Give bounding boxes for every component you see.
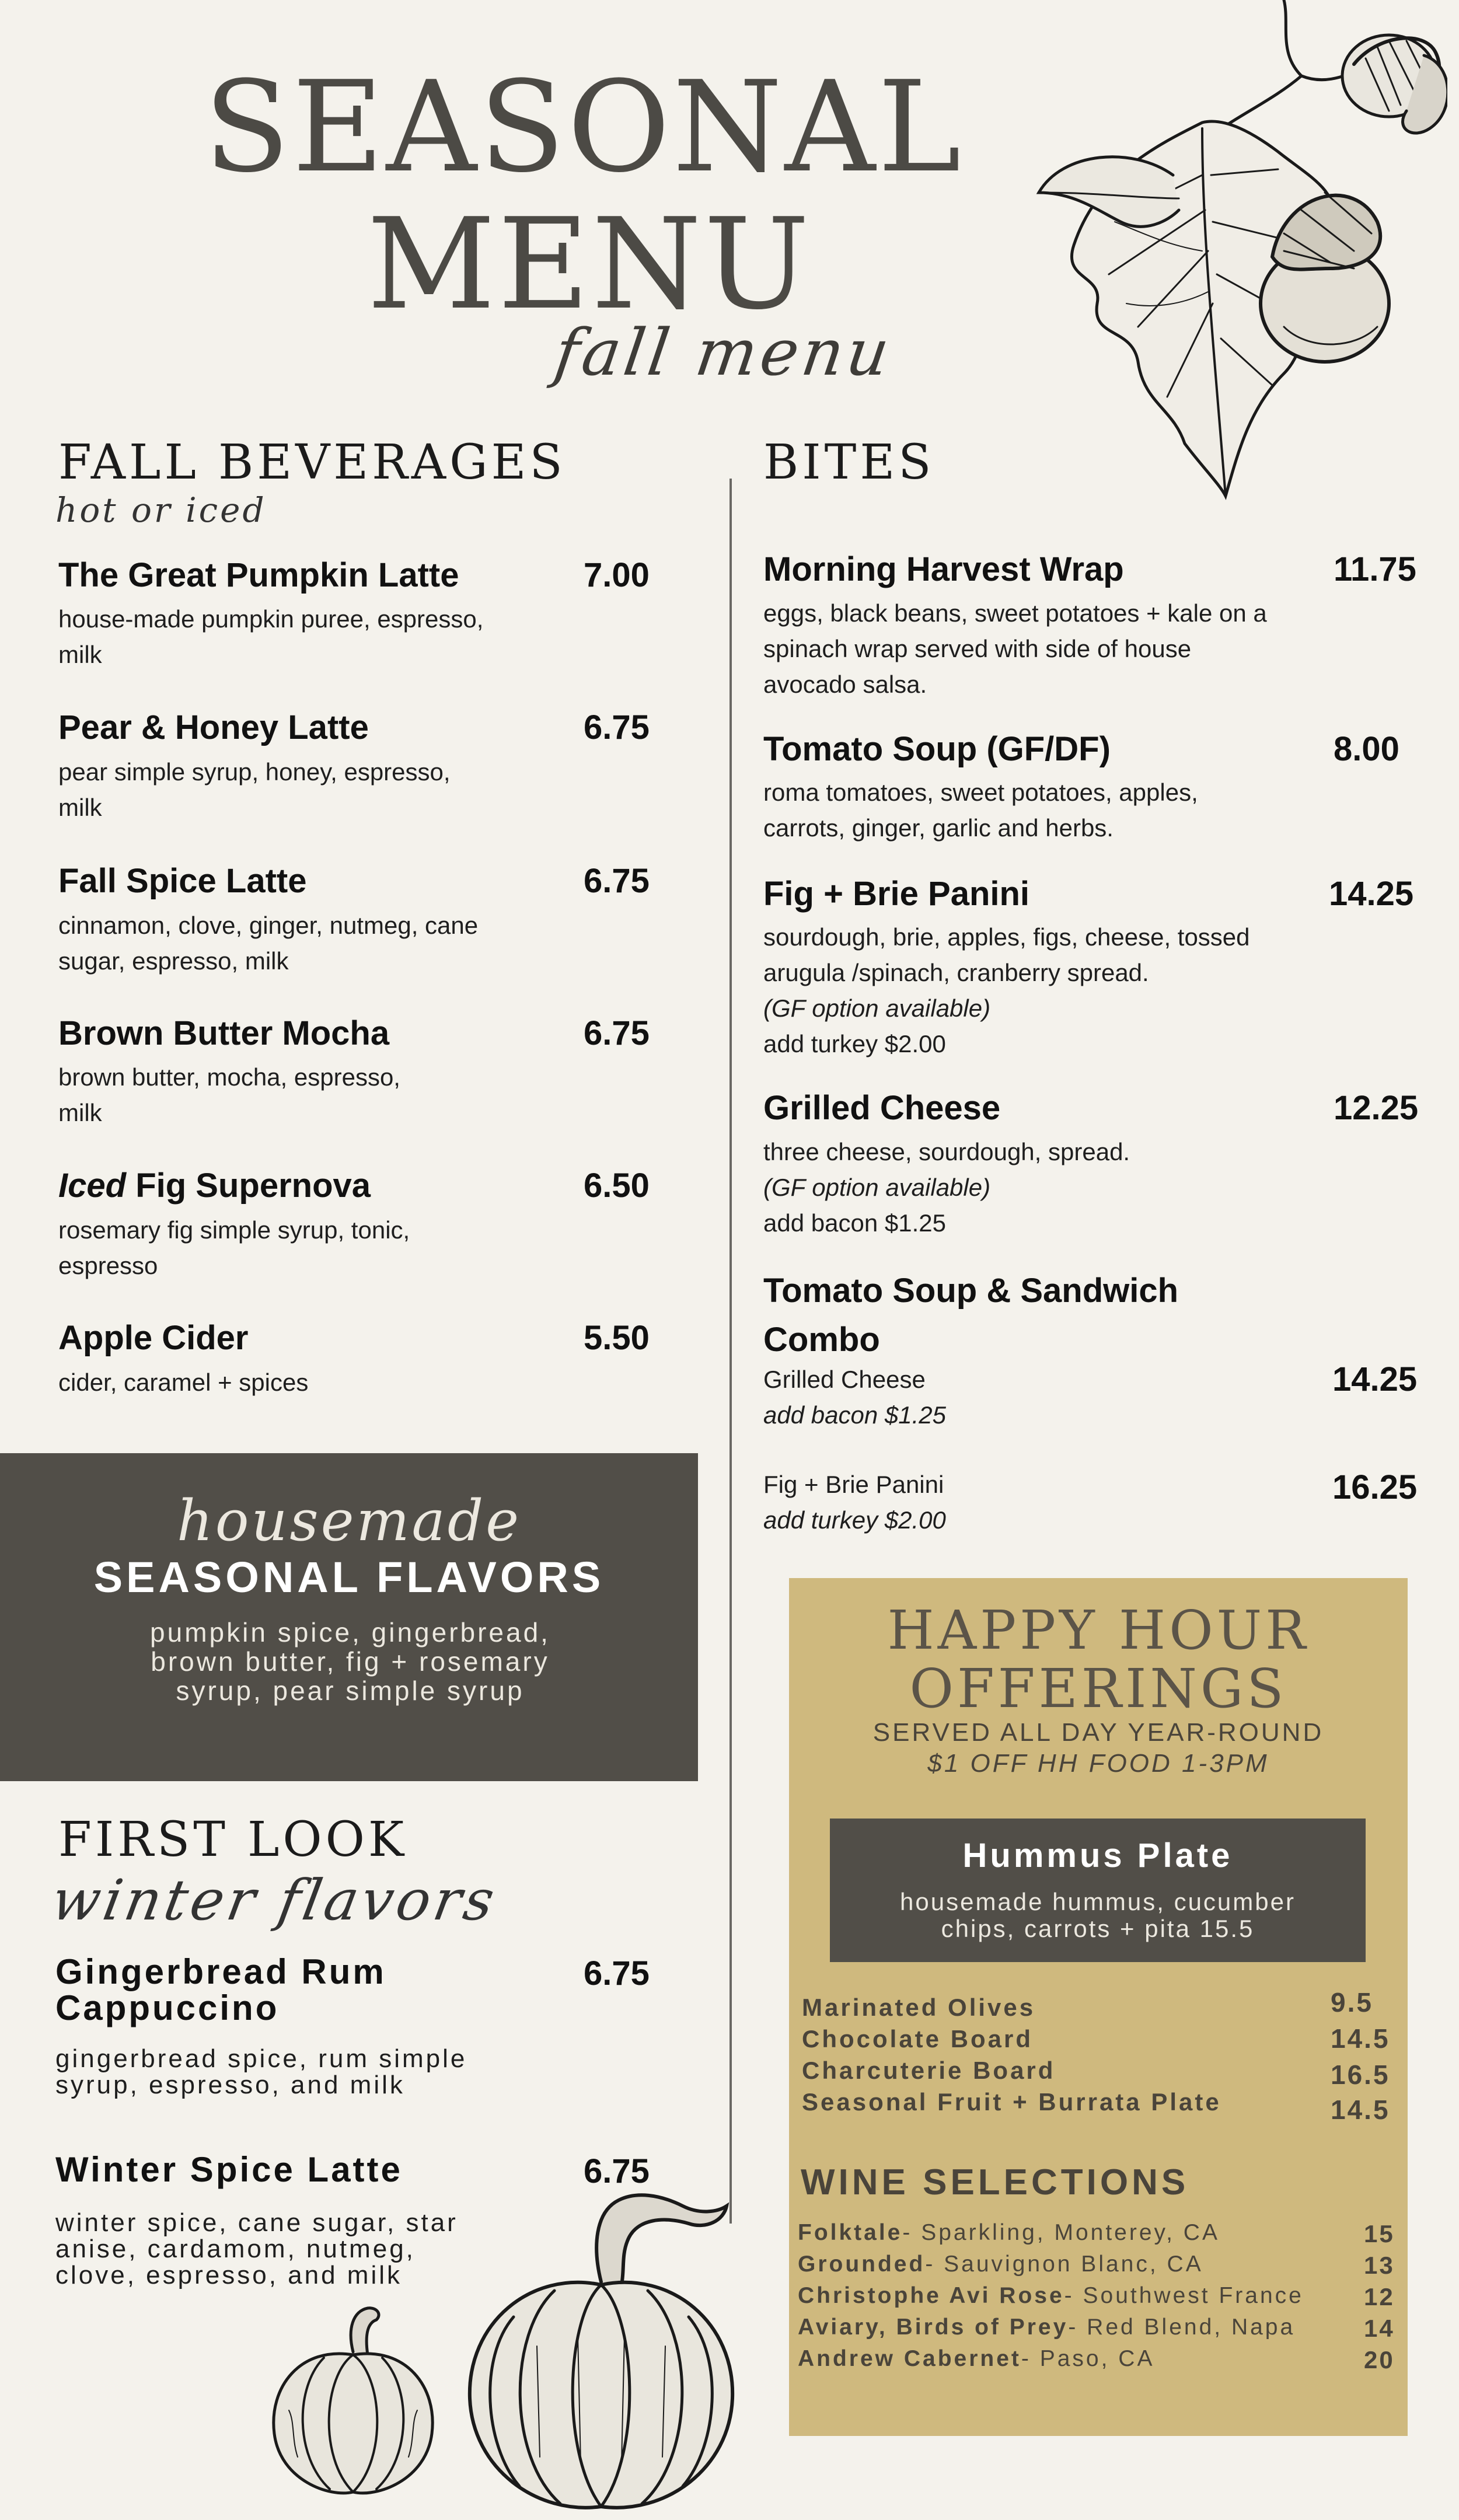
hh-item-name: Chocolate Board	[802, 2025, 1034, 2053]
wine-item: Aviary, Birds of Prey- Red Blend, Napa	[798, 2315, 1296, 2340]
bite-price: 12.25	[1334, 1089, 1419, 1127]
flavors-description: pumpkin spice, gingerbread, brown butter, fig + rosemary syrup, pear simple syrup	[150, 1617, 550, 1706]
wine-price: 12	[1364, 2283, 1395, 2310]
pumpkin-small-illustration	[266, 2305, 441, 2498]
bite-price: 11.75	[1334, 550, 1416, 588]
bite-name: Morning Harvest Wrap	[763, 550, 1124, 588]
combo-option-price: 14.25	[1332, 1360, 1418, 1398]
hh-item-price: 9.5	[1331, 1987, 1373, 2018]
combo-name: Tomato Soup & Sandwich Combo	[763, 1272, 1179, 1359]
beverage-price: 5.50	[584, 1319, 650, 1357]
beverage-description: cinnamon, clove, ginger, nutmeg, cane sugar, espresso, milk	[58, 912, 479, 975]
hh-item-price: 14.5	[1331, 2095, 1390, 2125]
section-heading-bites: BITES	[763, 435, 935, 490]
wine-price: 15	[1364, 2220, 1395, 2247]
menu-title-line2: MENU	[367, 191, 812, 337]
bite-price: 8.00	[1334, 730, 1399, 768]
wine-price: 13	[1364, 2252, 1395, 2279]
section-subheading-hot-or-iced: hot or iced	[55, 490, 267, 530]
beverage-name: Pear & Honey Latte	[58, 708, 369, 746]
menu-title-line1: SEASONAL	[204, 54, 964, 200]
acorn-leaf-illustration	[1027, 0, 1447, 502]
combo-option-description: Grilled Cheese add bacon $1.25	[763, 1366, 946, 1429]
beverage-price: 6.75	[584, 1014, 650, 1052]
wine-item: Andrew Cabernet- Paso, CA	[798, 2346, 1155, 2371]
flavors-title: SEASONAL FLAVORS	[93, 1553, 605, 1601]
flavors-script-label: housemade	[176, 1488, 522, 1554]
beverage-description: brown butter, mocha, espresso, milk	[58, 1063, 400, 1126]
beverage-price: 6.75	[584, 708, 650, 746]
bite-name: Tomato Soup (GF/DF)	[763, 730, 1111, 768]
beverage-name: Brown Butter Mocha	[58, 1014, 390, 1052]
beverage-description: rosemary fig simple syrup, tonic, espresso	[58, 1216, 410, 1279]
bite-description: eggs, black beans, sweet potatoes + kale on a spinach wrap served with side of house avocado salsa.	[763, 599, 1267, 698]
bite-name: Fig + Brie Panini	[763, 875, 1030, 913]
section-heading-fall-beverages: FALL BEVERAGES	[58, 435, 566, 490]
bite-description: roma tomatoes, sweet potatoes, apples, carrots, ginger, garlic and herbs.	[763, 779, 1198, 842]
section-subheading-winter-flavors: winter flavors	[47, 1868, 503, 1933]
beverage-price: 6.50	[584, 1167, 650, 1205]
hummus-plate-description: housemade hummus, cucumber chips, carrots + pita 15.5	[900, 1888, 1296, 1942]
hummus-plate-feature	[830, 1819, 1366, 1962]
beverage-name: Fall Spice Latte	[58, 862, 307, 900]
beverage-price: 7.00	[584, 556, 650, 594]
menu-subtitle: fall menu	[550, 315, 898, 390]
beverage-name: The Great Pumpkin Latte	[58, 556, 459, 594]
happy-hour-panel	[789, 1578, 1408, 2436]
happy-hour-availability: SERVED ALL DAY YEAR-ROUND	[872, 1718, 1324, 1747]
hh-item-name: Marinated Olives	[802, 1994, 1036, 2021]
wine-item: Christophe Avi Rose- Southwest France	[798, 2283, 1304, 2308]
winter-drink-price: 6.75	[584, 2152, 650, 2190]
beverage-price: 6.75	[584, 862, 650, 900]
beverage-description: pear simple syrup, honey, espresso, milk	[58, 758, 451, 821]
hh-item-name: Charcuterie Board	[802, 2057, 1056, 2084]
beverage-name: Iced Fig Supernova	[58, 1167, 371, 1205]
beverage-name: Apple Cider	[58, 1319, 249, 1357]
bite-name: Grilled Cheese	[763, 1089, 1001, 1127]
winter-drink-name: Gingerbread Rum Cappuccino	[55, 1952, 386, 2027]
bite-price: 14.25	[1329, 875, 1414, 913]
happy-hour-discount: $1 OFF HH FOOD 1-3PM	[927, 1749, 1269, 1778]
seasonal-flavors-panel	[0, 1453, 698, 1781]
beverage-description: cider, caramel + spices	[58, 1369, 309, 1396]
pumpkin-large-illustration	[461, 2189, 738, 2520]
hh-item-name: Seasonal Fruit + Burrata Plate	[802, 2088, 1221, 2116]
hh-item-price: 16.5	[1331, 2060, 1390, 2090]
hummus-plate-title: Hummus Plate	[962, 1837, 1233, 1875]
wine-selections-heading: WINE SELECTIONS	[801, 2162, 1189, 2203]
winter-drink-description: winter spice, cane sugar, star anise, cardamom, nutmeg, clove, espresso, and milk	[55, 2208, 458, 2289]
combo-option-price: 16.25	[1332, 1468, 1418, 1506]
wine-price: 14	[1364, 2315, 1395, 2342]
wine-item: Folktale- Sparkling, Monterey, CA	[798, 2220, 1220, 2245]
bite-description: sourdough, brie, apples, figs, cheese, tossed arugula /spinach, cranberry spread. (GF option available) add turkey $2.00	[763, 923, 1250, 1057]
winter-drink-price: 6.75	[584, 1954, 650, 1992]
wine-price: 20	[1364, 2346, 1395, 2374]
bite-description: three cheese, sourdough, spread. (GF option available) add bacon $1.25	[763, 1138, 1130, 1237]
winter-drink-name: Winter Spice Latte	[55, 2150, 403, 2189]
winter-drink-description: gingerbread spice, rum simple syrup, espresso, and milk	[55, 2044, 467, 2099]
section-heading-first-look: FIRST LOOK	[58, 1812, 408, 1868]
column-divider	[730, 479, 732, 2224]
wine-item: Grounded- Sauvignon Blanc, CA	[798, 2252, 1203, 2277]
combo-option-description: Fig + Brie Panini add turkey $2.00	[763, 1471, 946, 1534]
hh-item-price: 14.5	[1331, 2023, 1390, 2054]
beverage-description: house-made pumpkin puree, espresso, milk	[58, 605, 484, 668]
happy-hour-title: HAPPY HOUR OFFERINGS	[887, 1599, 1310, 1720]
